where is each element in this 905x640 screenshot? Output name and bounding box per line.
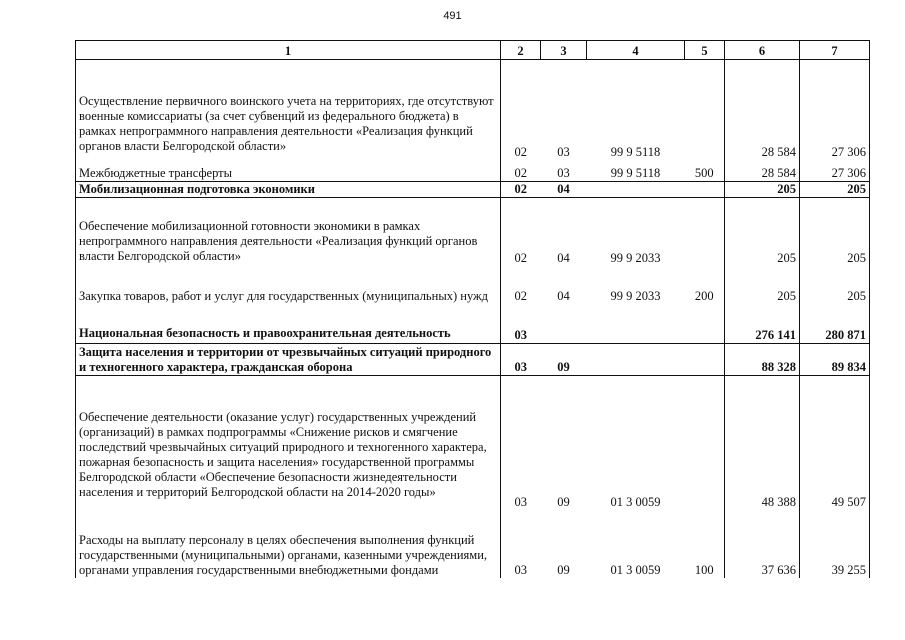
row-section: 02 [501, 198, 541, 266]
row-target-article: 01 3 0059 [610, 562, 661, 577]
row-expense-type [685, 304, 725, 344]
header-col-5: 5 [685, 41, 725, 60]
row-amount-1: 48 388 [725, 376, 800, 510]
row-amount-2: 205 [800, 182, 870, 198]
row-amount-1: 28 584 [725, 160, 800, 182]
row-target-article: 99 9 2033 [610, 250, 661, 265]
row-section: 03 [501, 344, 541, 376]
row-amount-1: 88 328 [725, 344, 800, 376]
row-name: Закупка товаров, работ и услуг для государственных (муниципальных) нужд [76, 266, 501, 304]
row-name: Расходы на выплату персоналу в целях обеспечения выполнения функций государственными (муниципальными) органами, казенными учреждениями, органами управления государственными внебюджетными фондами [76, 510, 501, 578]
row-expense-type: 100 [685, 510, 725, 578]
row-target-article: 99 9 5118 [610, 144, 661, 159]
row-subsection: 09 [541, 344, 587, 376]
row-target-article: 01 3 0059 [610, 494, 661, 509]
row-amount-2: 27 306 [800, 160, 870, 182]
row-subsection: 09 [557, 494, 570, 509]
row-target-article [587, 182, 685, 198]
header-col-3: 3 [541, 41, 587, 60]
row-subsection: 04 [557, 288, 570, 303]
row-subsection [541, 304, 587, 344]
row-subsection: 09 [557, 562, 570, 577]
row-name: Мобилизационная подготовка экономики [76, 182, 501, 198]
table-row [76, 304, 870, 344]
row-amount-2: 49 507 [800, 376, 870, 510]
row-subsection: 03 [557, 166, 570, 180]
table-row [76, 182, 870, 198]
header-col-1: 1 [76, 41, 501, 60]
row-name: Защита населения и территории от чрезвычайных ситуаций природного и техногенного характера, гражданская оборона [76, 344, 501, 376]
row-target-article [587, 344, 685, 376]
row-amount-2: 39 255 [800, 510, 870, 578]
row-target-article: 99 9 2033 [610, 288, 661, 303]
row-name: Национальная безопасность и правоохранительная деятельность [76, 304, 501, 344]
table-row [76, 160, 870, 182]
table-row [76, 510, 870, 578]
row-amount-2: 205 [800, 198, 870, 266]
row-amount-1: 276 141 [725, 304, 800, 344]
row-amount-1: 37 636 [725, 510, 800, 578]
table-row [76, 266, 870, 304]
row-name: Обеспечение деятельности (оказание услуг) государственных учреждений (организаций) в рамках подпрограммы «Снижение рисков и смягчение последствий чрезвычайных ситуаций природного и техногенного характера, пожарная безопасность и защита населения» государственной программы Белгородской области «Обеспечение безопасности жизнедеятельности населения и территорий Белгородской области на 2014-2020 годы» [76, 376, 501, 510]
table-row [76, 198, 870, 266]
header-col-2: 2 [501, 41, 541, 60]
row-expense-type [685, 182, 725, 198]
row-expense-type: 500 [685, 160, 725, 182]
row-expense-type [685, 344, 725, 376]
row-amount-1: 28 584 [725, 60, 800, 160]
row-expense-type [685, 376, 725, 510]
row-target-article [587, 304, 685, 344]
row-amount-2: 89 834 [800, 344, 870, 376]
header-row [76, 41, 870, 60]
header-col-4: 4 [587, 41, 685, 60]
row-section: 03 [501, 376, 541, 510]
table-row [76, 376, 870, 510]
row-section: 02 [501, 160, 541, 182]
table-row [76, 60, 870, 160]
row-section: 02 [501, 182, 541, 198]
row-amount-2: 205 [800, 266, 870, 304]
row-amount-2: 27 306 [800, 60, 870, 160]
row-subsection: 03 [557, 144, 570, 159]
row-expense-type [685, 60, 725, 160]
row-amount-1: 205 [725, 182, 800, 198]
row-expense-type [685, 198, 725, 266]
budget-table [75, 40, 870, 578]
row-subsection: 04 [557, 250, 570, 265]
row-expense-type: 200 [685, 266, 725, 304]
row-amount-1: 205 [725, 266, 800, 304]
header-col-6: 6 [725, 41, 800, 60]
row-target-article: 99 9 5118 [610, 166, 661, 180]
row-section: 03 [501, 304, 541, 344]
row-section: 03 [501, 510, 541, 578]
row-amount-2: 280 871 [800, 304, 870, 344]
row-name: Обеспечение мобилизационной готовности экономики в рамках непрограммного направления деятельности «Реализация функций органов власти Белгородской области» [76, 198, 501, 266]
header-col-7: 7 [800, 41, 870, 60]
row-section: 02 [501, 266, 541, 304]
row-name: Осуществление первичного воинского учета на территориях, где отсутствуют военные комиссариаты (за счет субвенций из федерального бюджета) в рамках непрограммного направления деятельности «Реализация функций органов власти Белгородской области» [76, 60, 501, 160]
table-row [76, 344, 870, 376]
page-number: 491 [443, 10, 462, 22]
row-amount-1: 205 [725, 198, 800, 266]
row-section: 02 [501, 60, 541, 160]
row-name: Межбюджетные трансферты [76, 160, 501, 182]
row-subsection: 04 [541, 182, 587, 198]
